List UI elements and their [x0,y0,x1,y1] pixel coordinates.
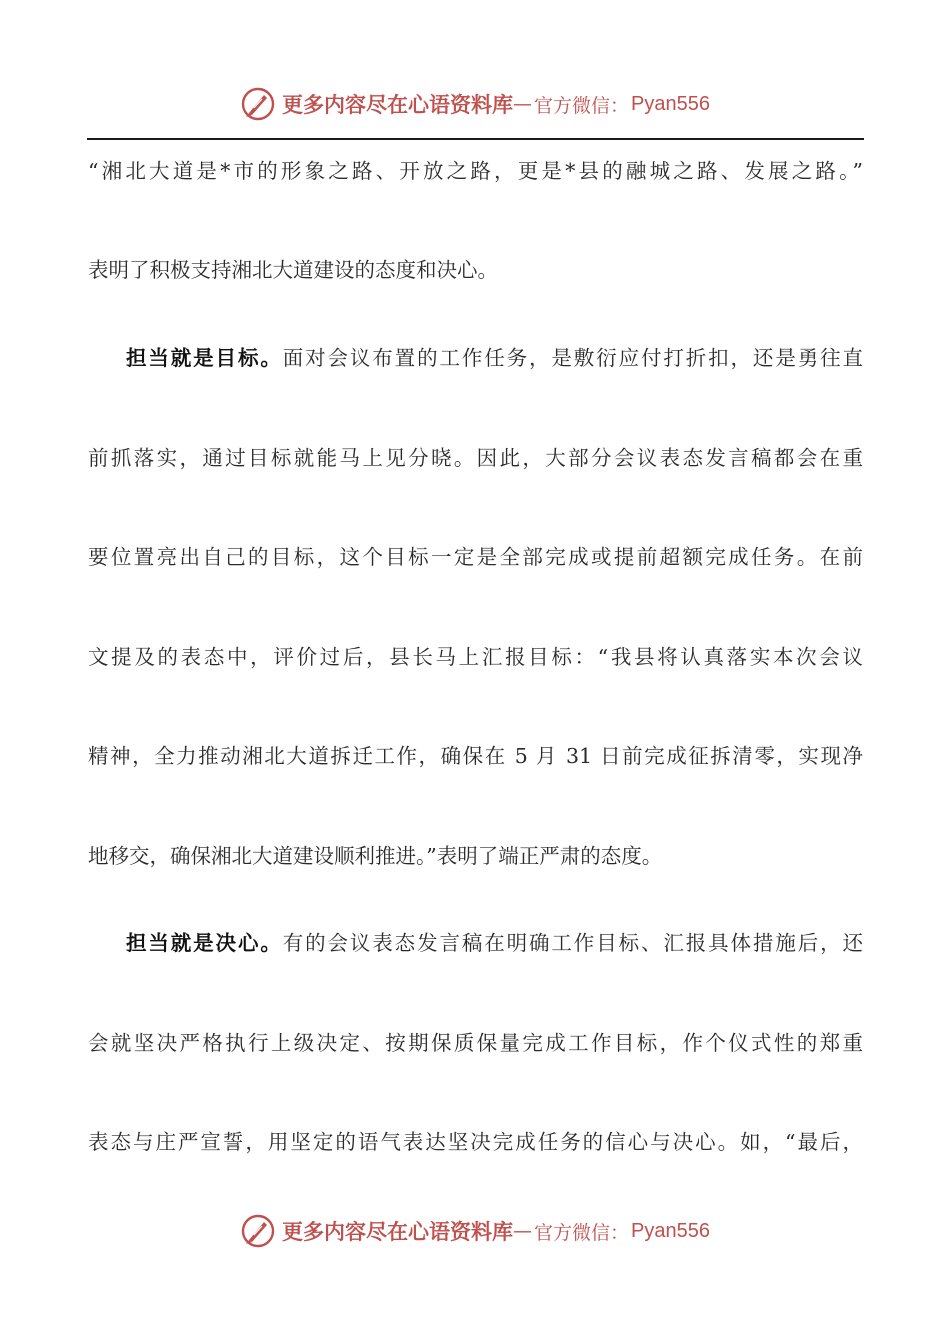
p3-line-1 [126,928,863,958]
p3-line-2: 会就坚决严格执行上级决定、按期保质保量完成工作目标，作个仪式性的郑重 [88,1031,863,1055]
p2-line-5: 精神，全力推动湘北大道拆迁工作，确保在 5 月 31 日前完成征拆清零，实现净 [88,744,863,768]
footer-site-name: 更多内容尽在心语资料库 [282,1219,513,1244]
p3-line-3: 表态与庄严宣誓，用坚定的语气表达坚决完成任务的信心与决心。如，“最后， [88,1130,863,1154]
header-banner [0,84,950,124]
p2-line-6: 地移交，确保湘北大道建设顺利推进。”表明了端正严肃的态度。 [88,844,663,868]
quill-logo-icon [240,1213,276,1249]
quill-logo-icon [240,86,276,122]
footer-wechat-label: 官方微信： [534,1221,630,1244]
p2-line-1 [126,343,863,373]
footer-separator: — [513,1220,532,1242]
p2-line-3: 要位置亮出自己的目标，这个目标一定是全部完成或提前超额完成任务。在前 [88,545,863,569]
footer-wechat-id: Pyan556 [631,1219,710,1242]
header-wechat-id: Pyan556 [631,92,710,115]
p2-line-1-text: 面对会议布置的工作任务，是敷衍应付打折扣，还是勇往直 [282,346,863,370]
header-rule [87,138,864,140]
p1-line-2: 表明了积极支持湘北大道建设的态度和决心。 [88,258,498,282]
p3-heading: 担当就是决心。 [126,931,283,955]
header-separator: — [513,93,532,115]
p3-line-1-text: 有的会议表态发言稿在明确工作目标、汇报具体措施后，还 [282,931,863,955]
p2-heading: 担当就是目标。 [126,346,283,370]
header-wechat-label: 官方微信： [534,94,630,117]
p2-line-2: 前抓落实，通过目标就能马上见分晓。因此，大部分会议表态发言稿都会在重 [88,446,863,470]
header-site-name: 更多内容尽在心语资料库 [282,92,513,117]
p1-line-1: “湘北大道是*市的形象之路、开放之路，更是*县的融城之路、发展之路。” [88,159,863,183]
footer-banner [0,1211,950,1251]
p2-line-4: 文提及的表态中，评价过后，县长马上汇报目标：“我县将认真落实本次会议 [88,645,863,669]
